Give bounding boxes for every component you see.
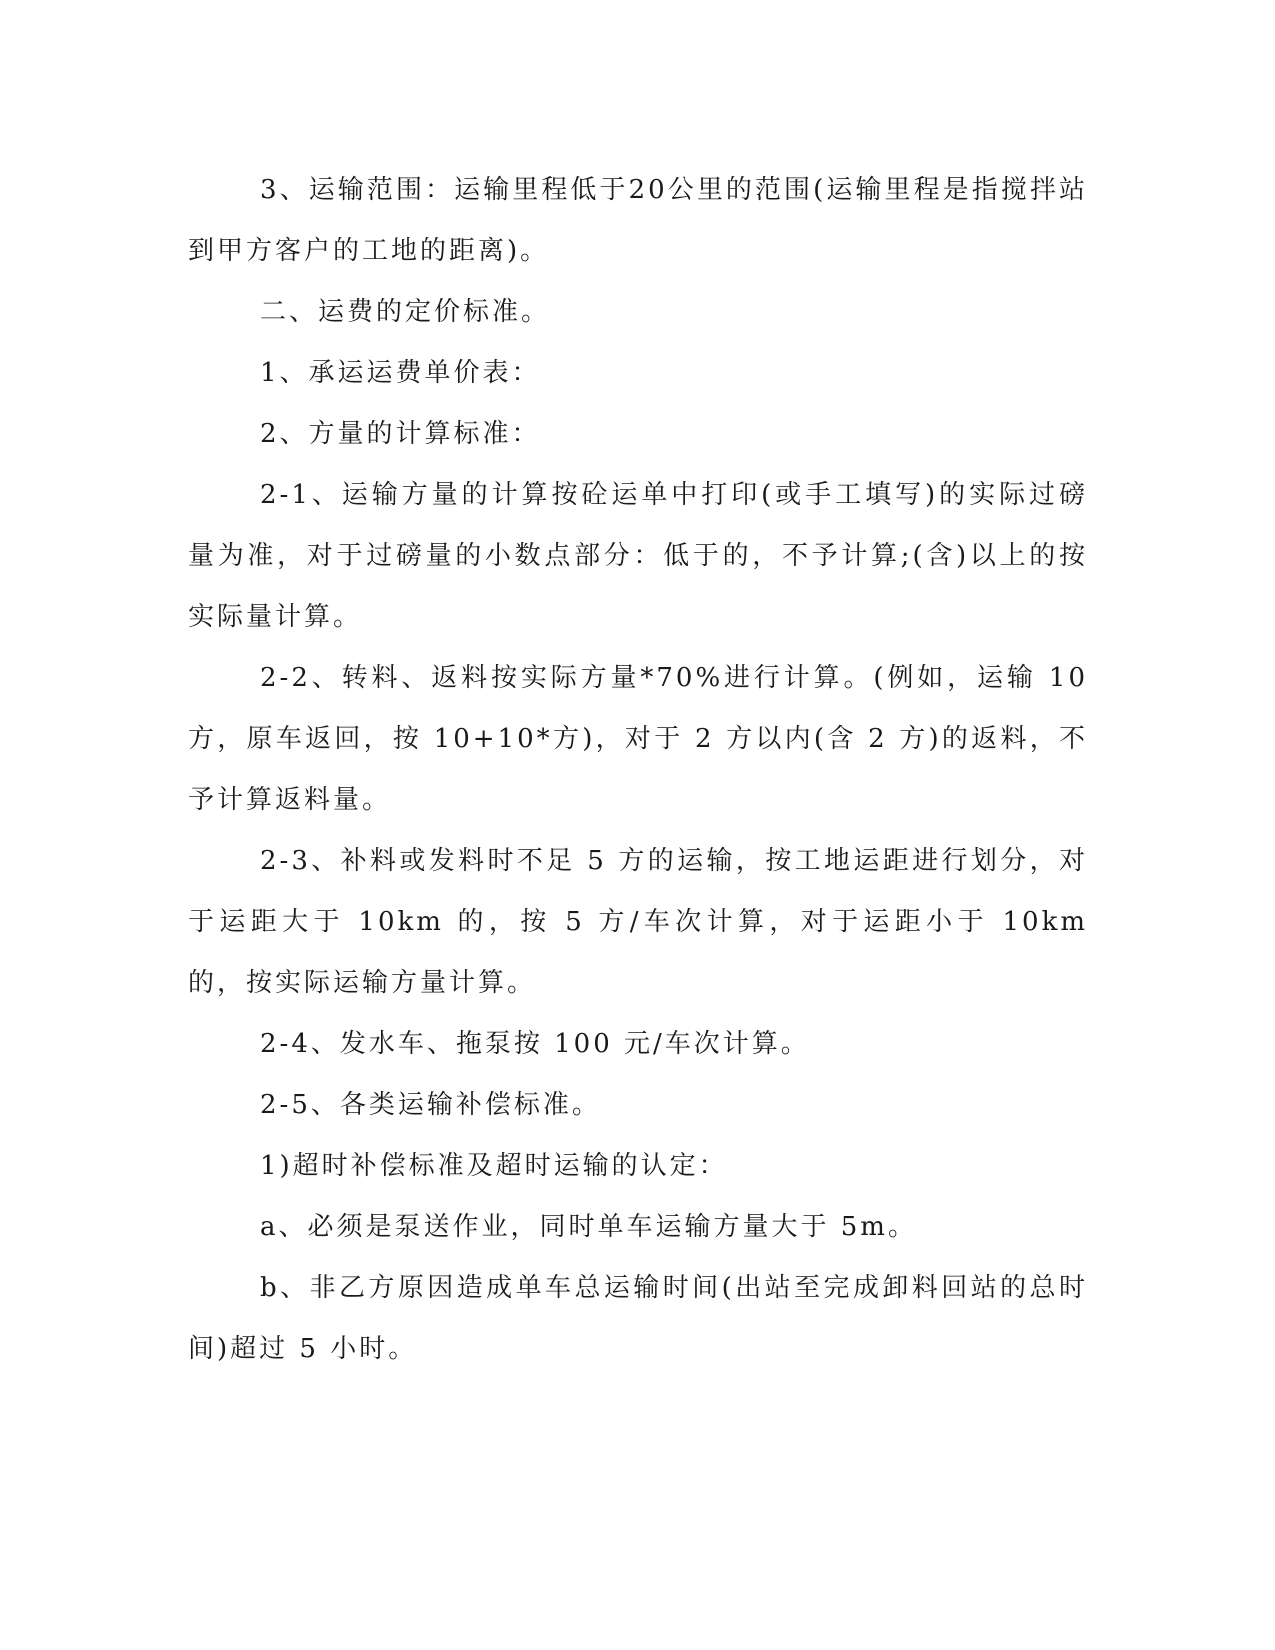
paragraph-volume-standard: 2、方量的计算标准：	[260, 419, 541, 449]
paragraph-item-b: b、非乙方原因造成单车总运输时间(出站至完成卸料回站的总时间)超过 5 小时。	[188, 1273, 1088, 1364]
paragraph-2-5: 2-5、各类运输补偿标准。	[260, 1090, 601, 1120]
paragraph-transport-range: 3、运输范围：运输里程低于20公里的范围(运输里程是指搅拌站到甲方客户的工地的距离)。	[188, 175, 1088, 266]
paragraph-2-2: 2-2、转料、返料按实际方量*70%进行计算。(例如，运输 10 方，原车返回，按 10+10*方)，对于 2 方以内(含 2 方)的返料，不予计算返料量。	[188, 663, 1088, 815]
paragraph-2-1: 2-1、运输方量的计算按砼运单中打印(或手工填写)的实际过磅量为准，对于过磅量的小数点部分：低于的，不予计算;(含)以上的按实际量计算。	[188, 480, 1088, 632]
paragraph-2-3: 2-3、补料或发料时不足 5 方的运输，按工地运距进行划分，对于运距大于 10km 的，按 5 方/车次计算，对于运距小于 10km 的，按实际运输方量计算。	[188, 846, 1088, 998]
paragraph-overtime-standard: 1)超时补偿标准及超时运输的认定：	[260, 1151, 728, 1181]
paragraph-pricing-heading: 二、运费的定价标准。	[260, 297, 551, 327]
paragraph-unit-price-table: 1、承运运费单价表：	[260, 358, 541, 388]
paragraph-item-a: a、必须是泵送作业，同时单车运输方量大于 5m。	[260, 1212, 917, 1242]
document-body	[188, 160, 1088, 1380]
paragraph-2-4: 2-4、发水车、拖泵按 100 元/车次计算。	[260, 1029, 810, 1059]
